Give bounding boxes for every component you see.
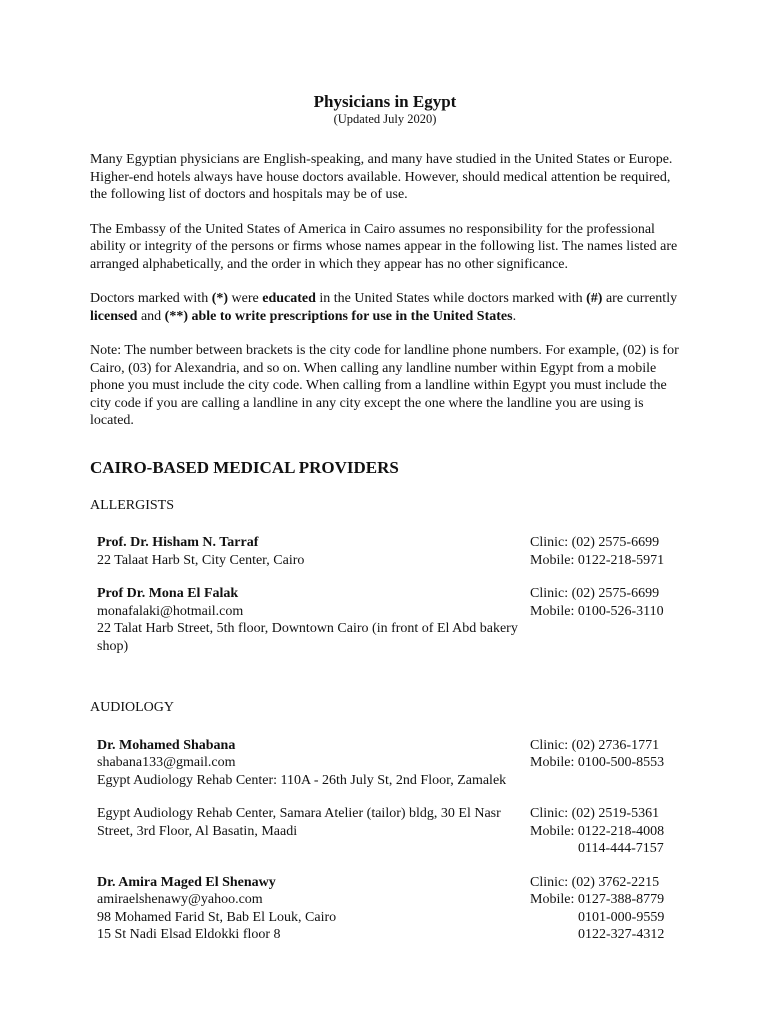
mobile-phone-alt: 0101-000-9559 xyxy=(578,909,665,925)
provider-phones xyxy=(530,737,680,790)
mobile-phone: Mobile: 0122-218-5971 xyxy=(530,552,665,568)
provider-name: Prof Dr. Mona El Falak xyxy=(97,586,239,601)
category-heading-allergists: ALLERGISTS xyxy=(90,497,174,513)
page-subtitle: (Updated July 2020) xyxy=(333,112,437,126)
provider-name: Dr. Mohamed Shabana xyxy=(97,737,236,753)
provider-details xyxy=(97,534,522,569)
provider-name: Dr. Amira Maged El Shenawy xyxy=(97,874,276,890)
clinic-phone: Clinic: (02) 2575-6699 xyxy=(530,535,660,550)
legend-text: Doctors marked with xyxy=(90,291,212,306)
legend-mark-educated: (*) xyxy=(211,291,229,306)
mobile-phone: Mobile: 0100-500-8553 xyxy=(530,755,665,770)
legend-bold-prescriptions: (**) able to write prescriptions for use in the United States xyxy=(164,308,513,324)
provider-address-2: 15 St Nadi Elsad Eldokki floor 8 xyxy=(97,927,281,942)
provider-details xyxy=(97,874,522,944)
clinic-phone: Clinic: (02) 3762-2215 xyxy=(530,874,660,890)
section-title: CAIRO-BASED MEDICAL PROVIDERS xyxy=(90,457,399,477)
provider-phones xyxy=(530,534,680,569)
provider-name: Prof. Dr. Hisham N. Tarraf xyxy=(97,535,259,550)
intro-paragraph-1: Many Egyptian physicians are English-speaking, and many have studied in the United States or Europe. Higher-end hotels always have house doctors available. However, should medical attention be required, the following list of doctors and hospitals may be of use. xyxy=(90,152,673,202)
category-spacer xyxy=(90,671,680,699)
provider-entry xyxy=(97,737,680,790)
provider-phones xyxy=(530,874,680,944)
provider-details xyxy=(97,737,522,790)
document-page xyxy=(90,92,680,960)
intro-paragraph-2: The Embassy of the United States of America in Cairo assumes no responsibility for the professional ability or integrity of the persons or firms whose names appear in the following list. The names listed are arranged alphabetically, and the order in which they appear has no other significance. xyxy=(90,221,678,272)
provider-email: monafalaki@hotmail.com xyxy=(97,603,244,619)
provider-details xyxy=(97,805,522,858)
provider-entry xyxy=(97,585,680,655)
provider-details xyxy=(97,585,522,655)
provider-email: amiraelshenawy@yahoo.com xyxy=(97,892,263,907)
mobile-phone: Mobile: 0122-218-4008 xyxy=(530,823,665,839)
provider-entry xyxy=(97,534,680,569)
provider-email: shabana133@gmail.com xyxy=(97,755,236,770)
provider-address: 98 Mohamed Farid St, Bab El Louk, Cairo xyxy=(97,909,337,925)
page-title: Physicians in Egypt xyxy=(313,92,457,111)
note-paragraph: Note: The number between brackets is the city code for landline phone numbers. For example, (02) is for Cairo, (03) for Alexandria, and so on. When calling any landline number within Egypt from a mobile phone you must include the city code. When calling from a landline within Egypt you must include the city code if you are calling a landline in any city except the one where the landline you are using is located. xyxy=(90,343,679,428)
legend-paragraph xyxy=(90,290,680,325)
mobile-phone: Mobile: 0100-526-3110 xyxy=(530,603,664,619)
legend-text: in the United States while doctors marked with xyxy=(315,291,587,306)
legend-text: . xyxy=(512,308,517,324)
legend-text: were xyxy=(228,291,263,306)
mobile-phone-alt: 0122-327-4312 xyxy=(578,927,665,942)
legend-mark-licensed: (#) xyxy=(586,291,603,306)
legend-text: are currently xyxy=(602,291,678,306)
provider-address: Egypt Audiology Rehab Center, Samara Atelier (tailor) bldg, 30 El Nasr Street, 3rd Floor, Al Basatin, Maadi xyxy=(97,806,501,839)
mobile-phone-alt: 0114-444-7157 xyxy=(578,841,664,856)
clinic-phone: Clinic: (02) 2736-1771 xyxy=(530,737,660,753)
provider-address: Egypt Audiology Rehab Center: 110A - 26th July St, 2nd Floor, Zamalek xyxy=(97,772,507,788)
provider-phones xyxy=(530,585,680,655)
provider-address: 22 Talaat Harb St, City Center, Cairo xyxy=(97,552,305,568)
provider-phones xyxy=(530,805,680,858)
clinic-phone: Clinic: (02) 2519-5361 xyxy=(530,806,660,821)
provider-entry xyxy=(97,805,680,858)
clinic-phone: Clinic: (02) 2575-6699 xyxy=(530,586,660,601)
category-heading-audiology: AUDIOLOGY xyxy=(90,700,174,715)
legend-bold-educated: educated xyxy=(262,291,316,306)
provider-entry xyxy=(97,874,680,944)
mobile-phone: Mobile: 0127-388-8779 xyxy=(530,892,665,907)
legend-bold-licensed: licensed xyxy=(90,308,138,324)
legend-text: and xyxy=(137,308,165,324)
provider-address: 22 Talat Harb Street, 5th floor, Downtown Cairo (in front of El Abd bakery shop) xyxy=(97,621,518,654)
